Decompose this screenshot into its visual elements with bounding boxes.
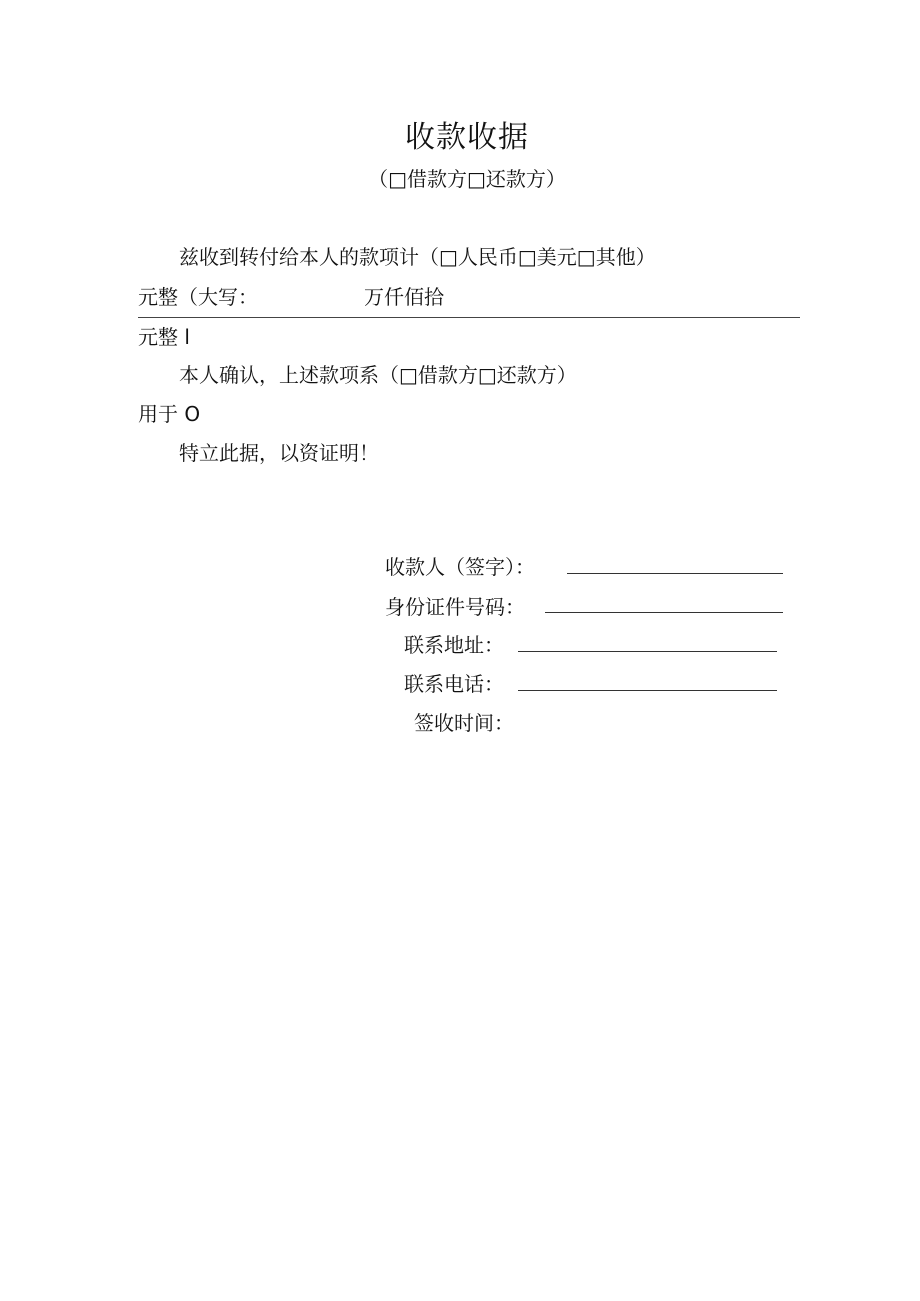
payee-signature-field[interactable] xyxy=(567,573,783,574)
confirmation-line: 本人确认，上述款项系（□借款方□还款方） xyxy=(179,363,577,387)
sign-time-label: 签收时间： xyxy=(414,711,514,735)
payee-signature-label: 收款人（签字）： xyxy=(385,555,535,579)
amount-uppercase-label: 元整（大写： xyxy=(138,285,258,309)
receipt-statement-line: 兹收到转付给本人的款项计（□人民币□美元□其他） xyxy=(179,245,656,269)
amount-divider-line xyxy=(138,317,800,318)
purpose-line: 用于 O xyxy=(138,402,201,426)
amount-end-line: 元整 l xyxy=(138,325,190,349)
address-field[interactable] xyxy=(518,651,777,652)
document-subtitle: （□借款方□还款方） xyxy=(368,167,566,191)
id-number-label: 身份证件号码： xyxy=(385,595,525,619)
phone-label: 联系电话： xyxy=(404,672,504,696)
closing-line: 特立此据，以资证明！ xyxy=(179,441,379,465)
document-title: 收款收据 xyxy=(405,120,529,155)
id-number-field[interactable] xyxy=(545,612,783,613)
amount-units: 万仟佰拾 xyxy=(364,285,444,309)
phone-field[interactable] xyxy=(518,690,777,691)
address-label: 联系地址： xyxy=(404,633,504,657)
